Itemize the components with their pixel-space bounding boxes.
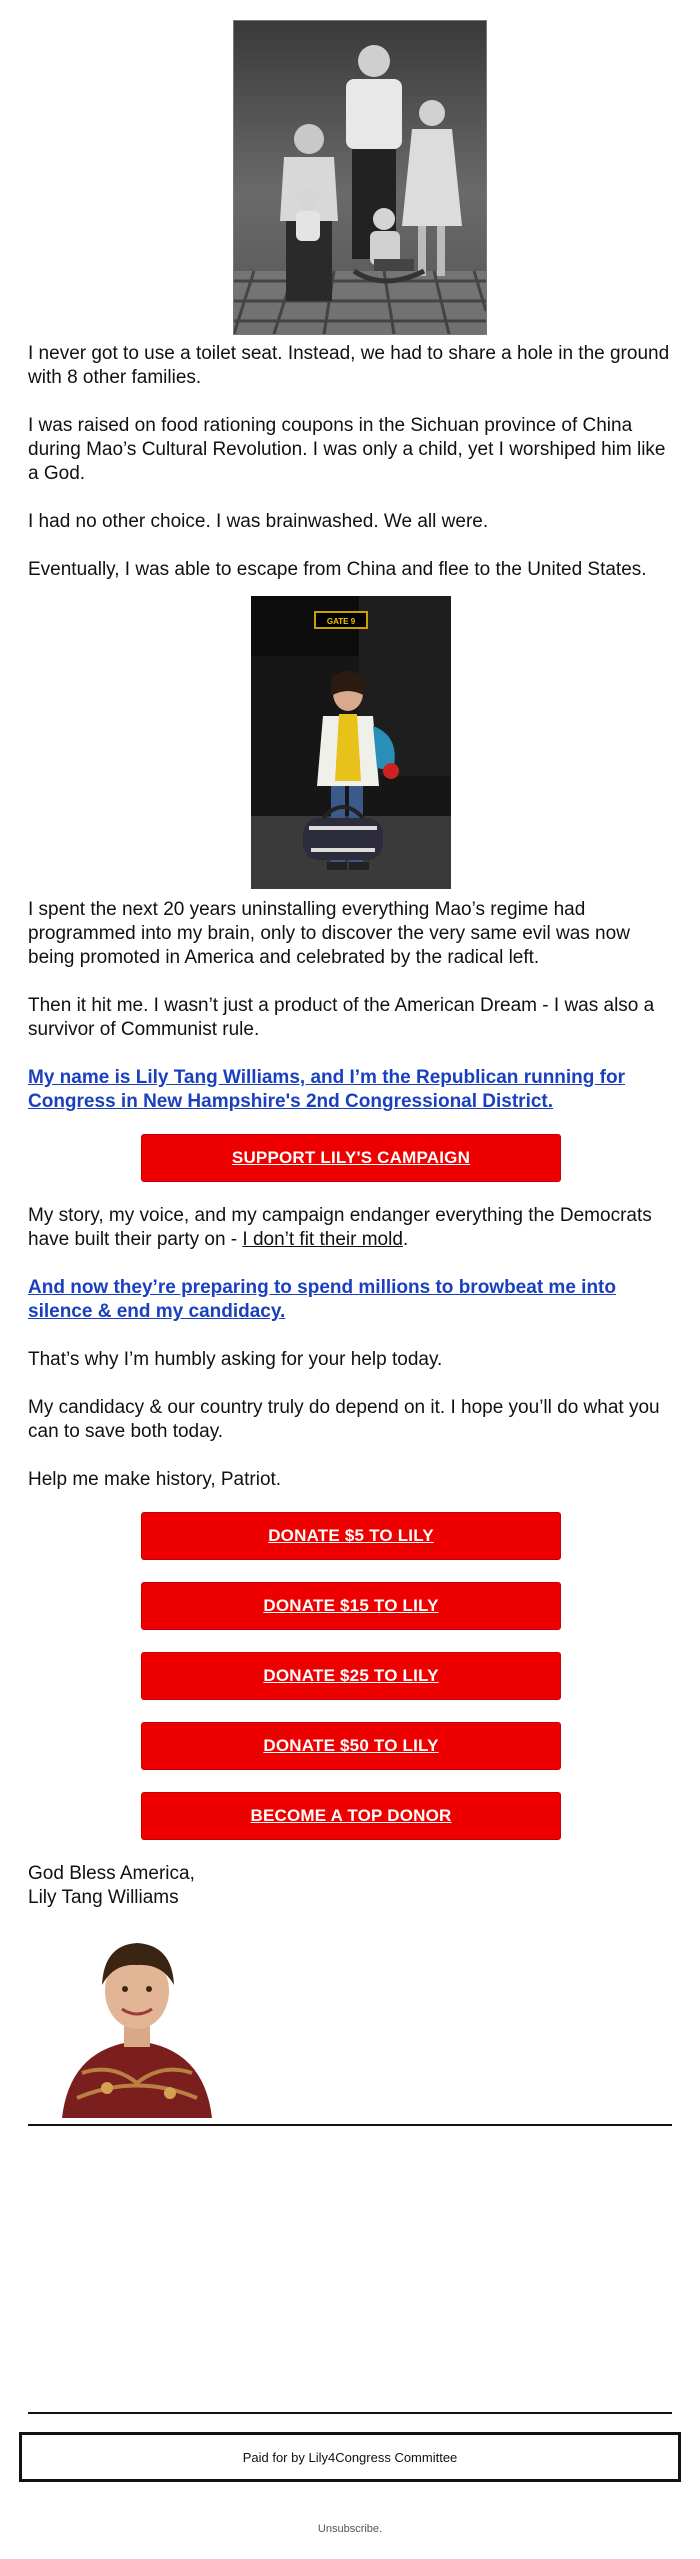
donate-15-button[interactable]: DONATE $15 TO LILY: [141, 1582, 561, 1630]
story-paragraph: I spent the next 20 years uninstalling everything Mao’s regime had programmed into my brain, only to discover the very same evil was now being promoted in America and celebrated by the radical left.: [28, 899, 630, 968]
divider: [28, 2124, 672, 2126]
closing-line: God Bless America,: [28, 1863, 195, 1884]
story-paragraph: Help me make history, Patriot.: [28, 1469, 282, 1490]
candidate-intro: [28, 1066, 672, 1114]
mold-underline: I don’t fit their mold: [242, 1229, 403, 1250]
story-paragraph: My candidacy & our country truly do depend on it. I hope you’ll do what you can to save both today.: [28, 1397, 660, 1442]
divider: [28, 2412, 672, 2414]
paid-for-box: [19, 2432, 681, 2482]
paid-for-text: Paid for by Lily4Congress Committee: [242, 2449, 458, 2465]
donate-50-button[interactable]: DONATE $50 TO LILY: [141, 1722, 561, 1770]
silence-link[interactable]: And now they’re preparing to spend millions to browbeat me into silence & end my candidacy.: [28, 1277, 616, 1322]
story-paragraph: That’s why I’m humbly asking for your help today.: [28, 1349, 443, 1370]
story-paragraph: I had no other choice. I was brainwashed. We all were.: [28, 511, 489, 532]
gate-sign-text: GATE 9: [326, 617, 356, 626]
donate-5-button[interactable]: DONATE $5 TO LILY: [141, 1512, 561, 1560]
story-paragraph: [28, 1276, 672, 1324]
story-paragraph: I never got to use a toilet seat. Instead, we had to share a hole in the ground with 8 other families.: [28, 343, 670, 388]
family-photo: [233, 20, 487, 335]
unsubscribe-link[interactable]: Unsubscribe.: [317, 2523, 383, 2535]
signature-name: Lily Tang Williams: [28, 1887, 179, 1908]
donate-25-button[interactable]: DONATE $25 TO LILY: [141, 1652, 561, 1700]
airport-photo: [251, 596, 451, 889]
story-paragraph: My story, my voice, and my campaign endanger everything the Democrats have built their party on - I don’t fit their mold.: [28, 1205, 652, 1250]
story-paragraph: Eventually, I was able to escape from China and flee to the United States.: [28, 559, 647, 580]
top-donor-button[interactable]: BECOME A TOP DONOR: [141, 1792, 561, 1840]
candidate-portrait: [52, 1923, 222, 2118]
story-paragraph: Then it hit me. I wasn’t just a product of the American Dream - I was also a survivor of Communist rule.: [28, 995, 655, 1040]
candidate-intro-link[interactable]: My name is Lily Tang Williams, and I’m the Republican running for Congress in New Hampshire's 2nd Congressional District.: [28, 1067, 625, 1112]
story-paragraph: I was raised on food rationing coupons in the Sichuan province of China during Mao’s Cultural Revolution. I was only a child, yet I worshiped him like a God.: [28, 415, 666, 484]
support-campaign-button[interactable]: SUPPORT LILY'S CAMPAIGN: [141, 1134, 561, 1182]
